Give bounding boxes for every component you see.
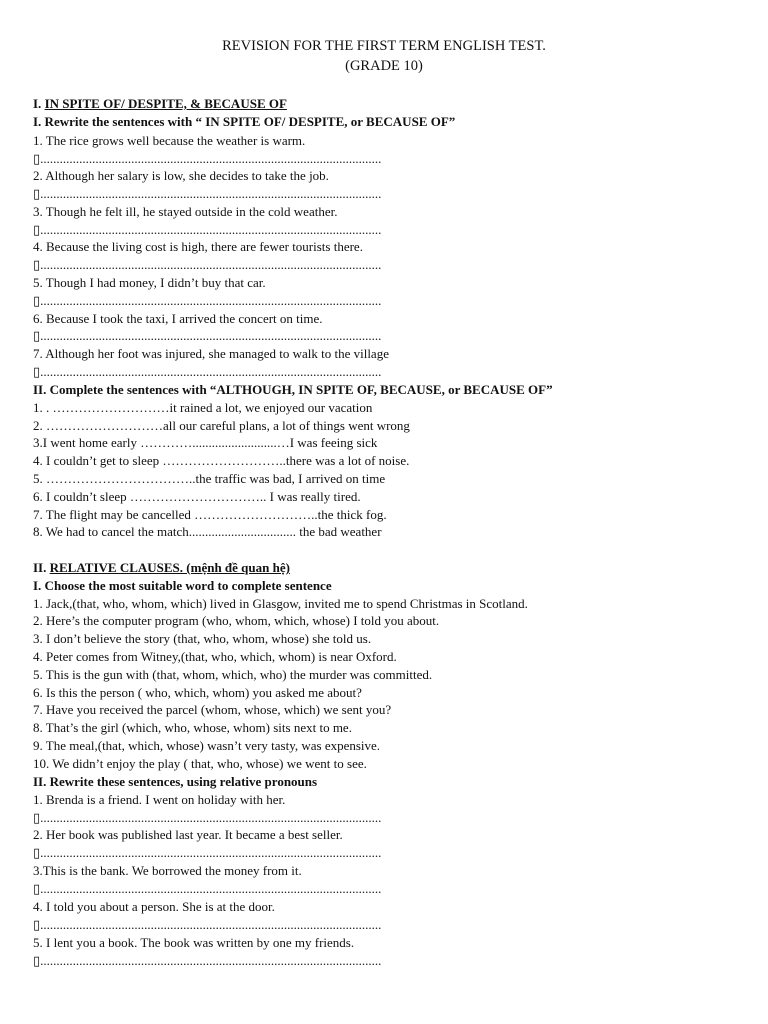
answer-line: ▯......................................................................................................... xyxy=(33,151,382,166)
section2-heading xyxy=(33,560,290,575)
section2-ex2-instruction: II. Rewrite these sentences, using relative pronouns xyxy=(33,774,318,789)
s2-ex1-item-10: 10. We didn’t enjoy the play ( that, who, whose) we went to see. xyxy=(33,756,367,771)
s2-ex1-item-4: 4. Peter comes from Witney,(that, who, which, whom) is near Oxford. xyxy=(33,649,397,664)
s2-ex2-item-5: 5. I lent you a book. The book was written by one my friends. xyxy=(33,935,355,950)
page-subtitle: (GRADE 10) xyxy=(345,58,423,74)
section2-ex1-instruction: I. Choose the most suitable word to complete sentence xyxy=(33,578,332,593)
answer-line: ▯......................................................................................................... xyxy=(33,293,382,308)
section1-heading xyxy=(33,96,287,111)
answer-line: ▯......................................................................................................... xyxy=(33,328,382,343)
answer-line: ▯......................................................................................................... xyxy=(33,917,382,932)
section1-ex1-instruction: I. Rewrite the sentences with “ IN SPITE OF/ DESPITE, or BECAUSE OF” xyxy=(33,114,456,129)
answer-line: ▯......................................................................................................... xyxy=(33,953,382,968)
s1-ex2-item-7: 7. The flight may be cancelled ………………………..the thick fog. xyxy=(33,507,387,522)
section2-heading-number: II. xyxy=(33,560,50,575)
s2-ex1-item-8: 8. That’s the girl (which, who, whose, whom) sits next to me. xyxy=(33,720,352,735)
answer-line: ▯......................................................................................................... xyxy=(33,364,382,379)
s2-ex1-item-2: 2. Here’s the computer program (who, whom, which, whose) I told you about. xyxy=(33,613,440,628)
s2-ex1-item-1: 1. Jack,(that, who, whom, which) lived in Glasgow, invited me to spend Christmas in Scotland. xyxy=(33,596,528,611)
s2-ex2-item-3: 3.This is the bank. We borrowed the money from it. xyxy=(33,863,302,878)
s2-ex1-item-3: 3. I don’t believe the story (that, who, whom, whose) she told us. xyxy=(33,631,372,646)
section1-heading-text: IN SPITE OF/ DESPITE, & BECAUSE OF xyxy=(44,96,287,111)
section1-heading-number: I. xyxy=(33,96,45,111)
answer-line: ▯......................................................................................................... xyxy=(33,222,382,237)
s1-ex2-item-1: 1. . ………………………it rained a lot, we enjoyed our vacation xyxy=(33,400,373,415)
page-title: REVISION FOR THE FIRST TERM ENGLISH TEST. xyxy=(222,38,546,54)
s1-ex2-item-2: 2. ………………………all our careful plans, a lot of things went wrong xyxy=(33,418,410,433)
answer-line: ▯......................................................................................................... xyxy=(33,810,382,825)
s1-ex1-item-1: 1. The rice grows well because the weather is warm. xyxy=(33,133,306,148)
section1-ex2-instruction: II. Complete the sentences with “ALTHOUGH, IN SPITE OF, BECAUSE, or BECAUSE OF” xyxy=(33,382,553,397)
s1-ex1-item-5: 5. Though I had money, I didn’t buy that car. xyxy=(33,275,266,290)
s2-ex1-item-9: 9. The meal,(that, which, whose) wasn’t very tasty, was expensive. xyxy=(33,738,381,753)
answer-line: ▯......................................................................................................... xyxy=(33,186,382,201)
s1-ex2-item-5: 5. ……………………………..the traffic was bad, I arrived on time xyxy=(33,471,386,486)
s2-ex1-item-5: 5. This is the gun with (that, whom, which, who) the murder was committed. xyxy=(33,667,433,682)
s1-ex2-item-3: 3.I went home early …………..........................…I was feeing sick xyxy=(33,435,378,450)
s1-ex1-item-4: 4. Because the living cost is high, there are fewer tourists there. xyxy=(33,239,363,254)
s1-ex2-item-8: 8. We had to cancel the match................................. the bad weather xyxy=(33,524,382,539)
answer-line: ▯......................................................................................................... xyxy=(33,881,382,896)
answer-line: ▯......................................................................................................... xyxy=(33,257,382,272)
s1-ex2-item-4: 4. I couldn’t get to sleep ………………………..there was a lot of noise. xyxy=(33,453,410,468)
s1-ex2-item-6: 6. I couldn’t sleep ………………………….. I was really tired. xyxy=(33,489,361,504)
s2-ex2-item-2: 2. Her book was published last year. It became a best seller. xyxy=(33,827,343,842)
s1-ex1-item-3: 3. Though he felt ill, he stayed outside in the cold weather. xyxy=(33,204,338,219)
s1-ex1-item-2: 2. Although her salary is low, she decides to take the job. xyxy=(33,168,329,183)
s2-ex2-item-4: 4. I told you about a person. She is at the door. xyxy=(33,899,275,914)
section2-heading-text: RELATIVE CLAUSES. (mệnh đề quan hệ) xyxy=(49,560,290,575)
answer-line: ▯......................................................................................................... xyxy=(33,845,382,860)
s2-ex1-item-6: 6. Is this the person ( who, which, whom) you asked me about? xyxy=(33,685,362,700)
s2-ex1-item-7: 7. Have you received the parcel (whom, whose, which) we sent you? xyxy=(33,702,392,717)
s2-ex2-item-1: 1. Brenda is a friend. I went on holiday with her. xyxy=(33,792,286,807)
s1-ex1-item-7: 7. Although her foot was injured, she managed to walk to the village xyxy=(33,346,389,361)
s1-ex1-item-6: 6. Because I took the taxi, I arrived the concert on time. xyxy=(33,311,323,326)
